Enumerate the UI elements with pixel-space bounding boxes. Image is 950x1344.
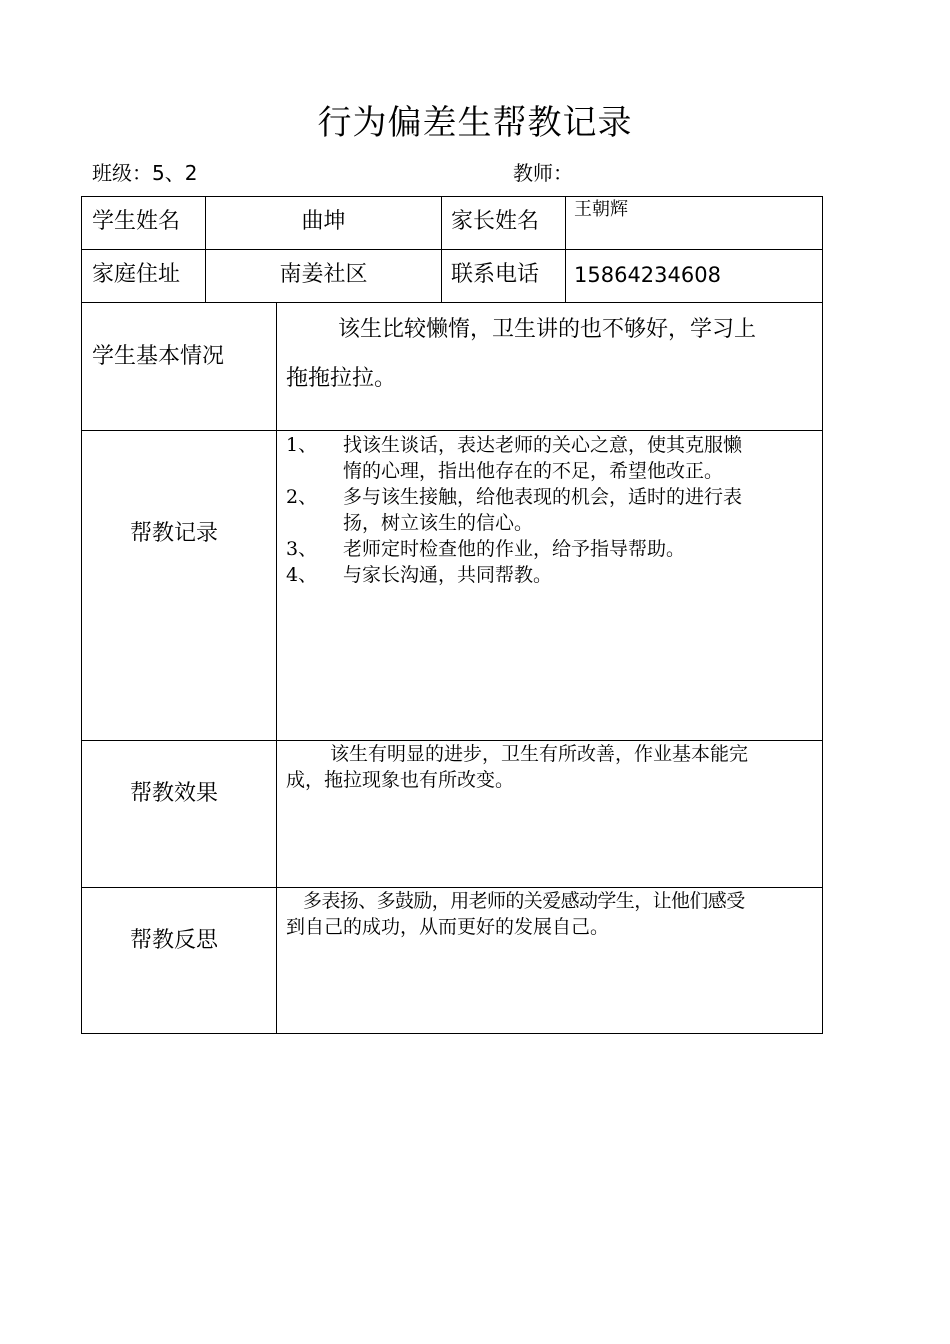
list-item-line: 找该生谈话，表达老师的关心之意，使其克服懒 [343,434,743,456]
effect-line-2: 成，拖拉现象也有所改变。 [286,769,515,791]
list-item [286,484,818,536]
parent-name-label: 家长姓名 [451,209,540,234]
class-label: 班级：5、2 [92,161,198,185]
situation-line-1: 该生比较懒惰，卫生讲的也不够好，学习上 [338,317,757,342]
page-title: 行为偏差生帮教记录 [317,103,633,143]
effect-label: 帮教效果 [130,781,219,806]
list-item-number: 3、 [286,538,318,560]
record-label: 帮教记录 [130,521,219,546]
student-name-value: 曲坤 [301,209,346,234]
list-item [286,536,818,562]
cell-effect-label [81,740,277,888]
list-item-number: 4、 [286,564,318,586]
situation-label: 学生基本情况 [92,344,225,369]
reflection-label: 帮教反思 [130,928,219,953]
effect-line-1: 该生有明显的进步，卫生有所改善，作业基本能完 [330,743,749,765]
teacher-label: 教师： [513,161,573,185]
cell-reflection-label [81,887,277,1034]
address-value: 南姜社区 [279,262,368,287]
phone-label: 联系电话 [451,262,540,287]
list-item-line: 与家长沟通，共同帮教。 [343,564,553,586]
record-list [286,432,818,588]
list-item [286,562,818,588]
cell-record-label [81,430,277,741]
list-item-number: 1、 [286,434,318,456]
student-name-label: 学生姓名 [92,209,181,234]
address-label: 家庭住址 [92,262,181,287]
parent-name-value: 王朝辉 [574,199,628,220]
phone-value: 15864234608 [574,263,721,287]
list-item-line: 惰的心理，指出他存在的不足，希望他改正。 [343,460,724,482]
list-item [286,432,818,484]
list-item-number: 2、 [286,486,318,508]
situation-line-2: 拖拖拉拉。 [286,366,397,391]
list-item-line: 老师定时检查他的作业，给予指导帮助。 [343,538,686,560]
reflection-line-2: 到自己的成功，从而更好的发展自己。 [286,916,610,938]
list-item-line: 扬，树立该生的信心。 [343,512,534,534]
list-item-line: 多与该生接触，给他表现的机会，适时的进行表 [343,486,743,508]
reflection-line-1: 多表扬、多鼓励，用老师的关爱感动学生，让他们感受 [303,890,745,912]
